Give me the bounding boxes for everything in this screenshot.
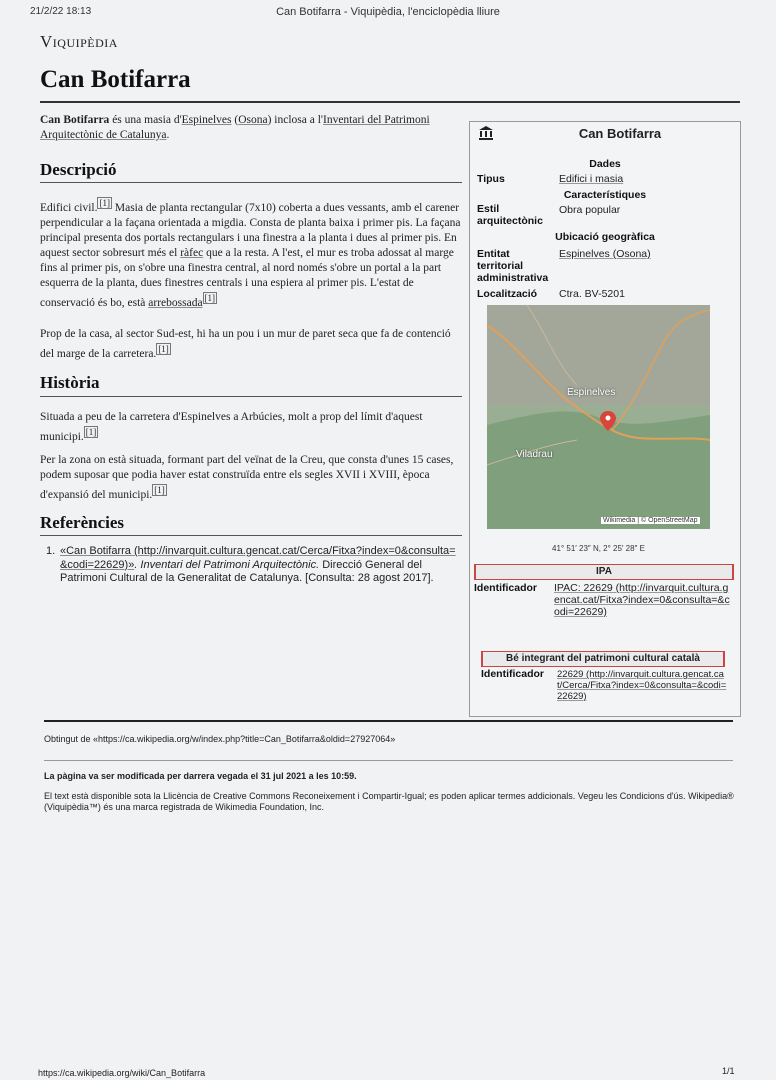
footer-divider — [44, 720, 733, 722]
historia-paragraph-2 — [40, 453, 462, 503]
infobox-value-localitzacio: Ctra. BV-5201 — [559, 288, 625, 300]
print-page-title: Can Botifarra - Viquipèdia, l'enciclopèdia lliure — [276, 6, 500, 18]
lead-text: ( — [231, 114, 239, 126]
lead-text: . — [166, 129, 170, 141]
infobox-value-estil: Obra popular — [559, 204, 621, 216]
reference-link[interactable]: [1] — [154, 485, 165, 495]
infobox-label-localitzacio: Localització — [477, 288, 538, 300]
link-espinelves[interactable]: Espinelves — [181, 114, 232, 126]
page-title: Can Botifarra — [40, 66, 191, 93]
heading-referencies: Referències — [40, 513, 125, 532]
license-text: El text està disponible sota la Llicència de Creative Commons Reconeixement i Compartir-Igual; es poden aplicar termes addicionals. Vegeu les Condicions d'ús. Wikipedia® (Viquipèdia™) és una marca registrada de Wikimedia Foundation, Inc. — [44, 791, 734, 812]
print-url: https://ca.wikipedia.org/wiki/Can_Botifarra — [38, 1068, 206, 1078]
coordinates[interactable]: 41° 51′ 23″ N, 2° 25′ 28″ E — [552, 544, 645, 553]
reference-link[interactable]: [1] — [204, 292, 216, 303]
be-link[interactable]: 22629 (http://invarquit.cultura.gencat.cat/Cerca/Fitxa?index=0&consulta=&codi=22629) — [557, 669, 727, 702]
heading-divider — [40, 535, 462, 536]
be-label: Identificador — [481, 668, 545, 680]
reference-link[interactable]: [1] — [158, 344, 169, 354]
link-rafec[interactable]: ràfec — [180, 246, 204, 259]
infobox-label-entitat: Entitat territorial administrativa — [477, 248, 549, 284]
lead-paragraph — [40, 113, 462, 143]
text: que a la resta. A l'est, el mur es troba adossat al marge fins al primer pis, on s'obre una finestra central, al nord només s'obre un portal a la part esquerra de la planta, dues finestres centrals i una espiera al primer pis. L'estat de conservació és bo, està — [40, 246, 454, 309]
reference-link[interactable]: [1] — [99, 198, 110, 208]
lead-bold: Can Botifarra — [40, 114, 110, 126]
link-inventari[interactable]: Inventari del Patrimoni Arquitectònic de Catalunya — [40, 114, 430, 141]
ipa-label: Identificador — [474, 582, 538, 594]
infobox-value-entitat[interactable]: Espinelves (Osona) — [559, 248, 651, 260]
infobox-label-tipus: Tipus — [477, 173, 505, 185]
link-arrebossada[interactable]: arrebossada — [148, 296, 203, 309]
lead-text: és una masia d' — [109, 114, 182, 126]
infobox-label-estil: Estil arquitectònic — [477, 203, 543, 227]
lead-text: ) inclosa a l' — [267, 114, 323, 126]
reference-number: 1. — [46, 545, 56, 557]
descripcio-paragraph-2 — [40, 327, 462, 362]
ipa-link[interactable]: IPAC: 22629 (http://invarquit.cultura.gencat.cat/Fitxa?index=0&consulta=&codi=22629) — [554, 582, 730, 618]
print-page-number: 1/1 — [722, 1066, 735, 1076]
reference-url-link[interactable]: «Can Botifarra (http://invarquit.cultura.gencat.cat/Cerca/Fitxa?index=0&consulta=&codi=22629)» — [60, 545, 456, 571]
reference-source: Direcció General del Patrimoni Cultural de la Generalitat de Catalunya. [Consulta: 28 agost 2017]. — [60, 558, 434, 584]
text: Masia de planta rectangular (7x10) coberta a dues vessants, amb el carener perpendicular a la façana orientada a migdia. Consta de planta baixa i primer pis. La façana principal presenta dos portals rectangulars i una finestra a la planta i dues al primer pis. En aquest sector sobresurt més el — [40, 201, 461, 259]
be-header: Bé integrant del patrimoni cultural català — [481, 651, 725, 667]
wikipedia-logo[interactable]: Viquipèdia — [40, 32, 118, 51]
footer-thin-divider — [44, 760, 733, 761]
heading-divider — [40, 396, 462, 397]
reference-title: . Inventari del Patrimoni Arquitectònic. — [134, 558, 320, 571]
text: Prop de la casa, al sector Sud-est, hi ha un pou i un mur de paret seca que fa de contenció del marge de la carretera. — [40, 328, 451, 360]
map-label-espinelves: Espinelves — [567, 387, 616, 398]
infobox-section-caracteristiques: Característiques — [563, 189, 647, 201]
last-modified: La pàgina va ser modificada per darrera vegada el 31 jul 2021 a les 10:59. — [44, 771, 357, 781]
map-attribution[interactable]: Wikimedia | © OpenStreetMap — [603, 517, 698, 524]
print-date: 21/2/22 18:13 — [30, 6, 92, 17]
museum-icon — [478, 125, 494, 146]
location-map[interactable] — [487, 305, 710, 529]
map-label-viladrau: Viladrau — [516, 449, 553, 460]
obtingut-de[interactable]: Obtingut de «https://ca.wikipedia.org/w/index.php?title=Can_Botifarra&oldid=27927064» — [44, 734, 396, 744]
heading-historia: Història — [40, 373, 100, 392]
descripcio-paragraph-1 — [40, 196, 462, 311]
text: Situada a peu de la carretera d'Espinelves a Arbúcies, molt a prop del límit d'aquest municipi. — [40, 411, 423, 443]
reference-item — [60, 545, 460, 586]
infobox-section-dades: Dades — [589, 158, 621, 170]
reference-link[interactable]: [1] — [85, 427, 97, 437]
text: Per la zona on està situada, formant part del veïnat de la Creu, que consta d'unes 15 cases, podem suposar que podia haver estat construïda entre els segles XVII i XVIII, època d'expansió del municipi. — [40, 454, 454, 501]
link-osona[interactable]: Osona — [238, 114, 268, 126]
title-divider — [40, 101, 740, 103]
infobox-title: Can Botifarra — [578, 126, 662, 141]
infobox-section-ubicacio: Ubicació geogràfica — [555, 231, 655, 243]
infobox-value-tipus[interactable]: Edifici i masia — [559, 173, 624, 185]
heading-divider — [40, 182, 462, 183]
historia-paragraph-1 — [40, 410, 462, 445]
heading-descripcio: Descripció — [40, 160, 117, 179]
text: Edifici civil. — [40, 201, 98, 214]
ipa-header: IPA — [474, 564, 734, 580]
